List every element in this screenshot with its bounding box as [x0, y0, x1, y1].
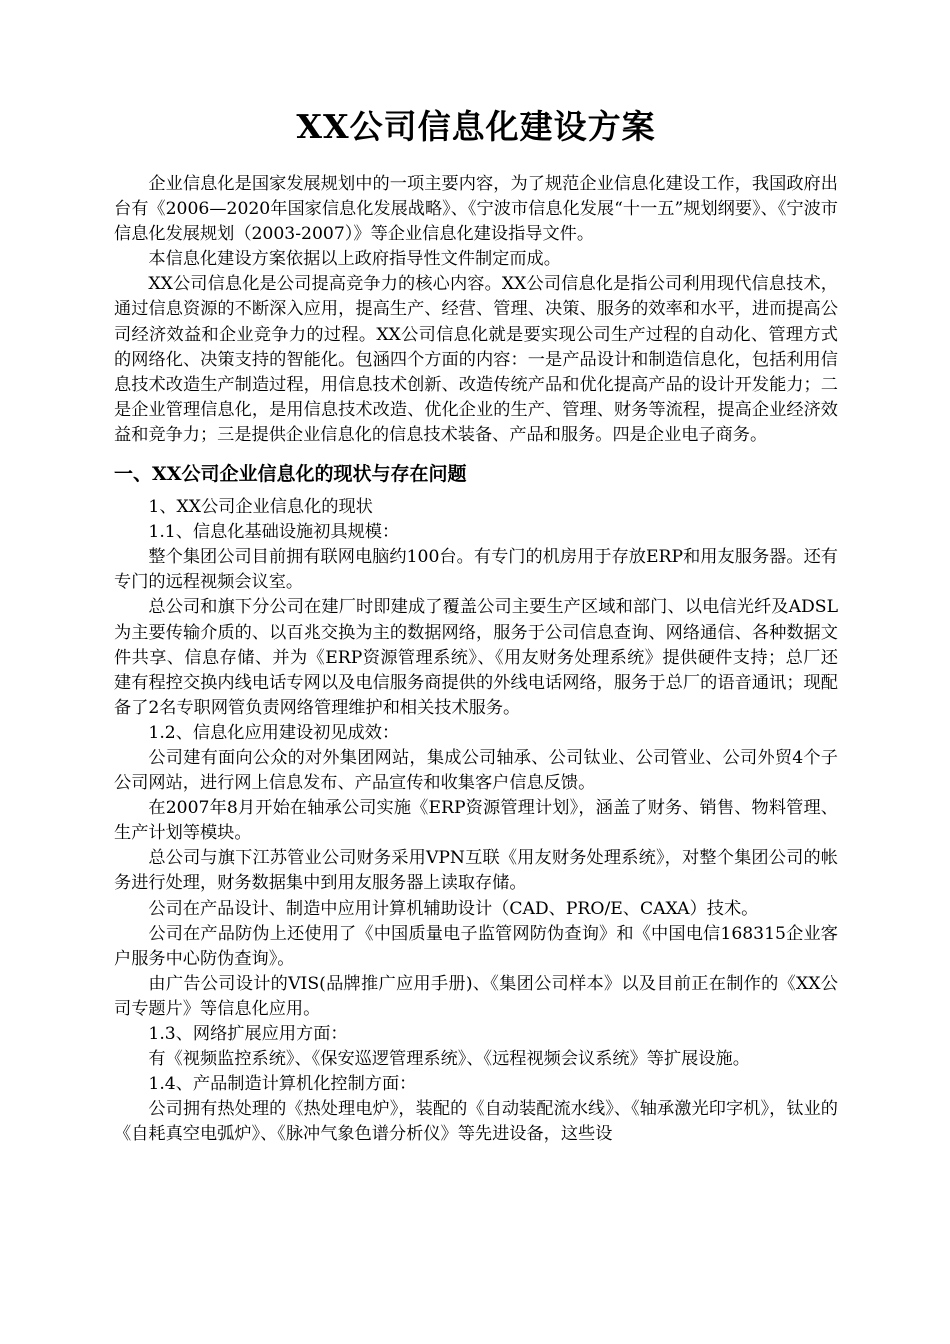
body-paragraph: 公司拥有热处理的《热处理电炉》，装配的《自动装配流水线》、《轴承激光印字机》，钛业的《自耗真空电弧炉》、《脉冲气象色谱分析仪》等先进设备，这些设 [114, 1099, 838, 1145]
body-paragraph: 有《视频监控系统》、《保安巡逻管理系统》、《远程视频会议系统》等扩展设施。 [148, 1049, 750, 1070]
body-paragraph: 公司建有面向公众的对外集团网站，集成公司轴承、公司钛业、公司管业、公司外贸4个子公司网站，进行网上信息发布、产品宣传和收集客户信息反馈。 [114, 747, 838, 794]
body-paragraph: 由广告公司设计的VIS(品牌推广应用手册)、《集团公司样本》以及目前正在制作的《XX公司专题片》等信息化应用。 [114, 973, 838, 1019]
body-paragraph: 总公司和旗下分公司在建厂时即建成了覆盖公司主要生产区域和部门、以电信光纤及ADSL为主要传输介质的、以百兆交换为主的数据网络，服务于公司信息查询、网络通信、各种数据文件共享、信息存储、并为《ERP资源管理系统》、《用友财务处理系统》提供硬件支持；总厂还建有程控交换内线电话专网以及电信服务商提供的外线电话网络，服务于总厂的语音通讯；现配备了2名专职网管负责网络管理维护和相关技术服务。 [114, 597, 838, 718]
subsection-title: 1.2、信息化应用建设初见成效： [148, 722, 400, 743]
body-paragraph: 在2007年8月开始在轴承公司实施《ERP资源管理计划》，涵盖了财务、销售、物料管理、生产计划等模块。 [114, 798, 838, 844]
body-paragraph: 整个集团公司目前拥有联网电脑约100台。有专门的机房用于存放ERP和用友服务器。还有专门的远程视频会议室。 [114, 547, 838, 593]
intro-paragraph: 企业信息化是国家发展规划中的一项主要内容，为了规范企业信息化建设工作，我国政府出台有《2006—2020年国家信息化发展战略》、《宁波市信息化发展“十一五”规划纲要》、《宁波市信息化发展规划（2003-2007）》等企业信息化建设指导文件。 [114, 174, 838, 245]
subsection-title: 1.4、产品制造计算机化控制方面： [148, 1074, 417, 1095]
section-heading: 一、XX公司企业信息化的现状与存在问题 [114, 463, 467, 486]
body-paragraph: 公司在产品设计、制造中应用计算机辅助设计（CAD、PRO/E、CAXA）技术。 [148, 898, 759, 919]
document-page [114, 98, 838, 1147]
document-title: XX公司信息化建设方案 [296, 107, 656, 146]
intro-paragraph: XX公司信息化是公司提高竞争力的核心内容。XX公司信息化是指公司利用现代信息技术，通过信息资源的不断深入应用，提高生产、经营、管理、决策、服务的效率和水平，进而提高公司经济效益和企业竞争力的过程。XX公司信息化就是要实现公司生产过程的自动化、管理方式的网络化、决策支持的智能化。包涵四个方面的内容：一是产品设计和制造信息化，包括利用信息技术改造生产制造过程，用信息技术创新、改造传统产品和优化提高产品的设计开发能力；二是企业管理信息化，是用信息技术改造、优化企业的生产、管理、财务等流程，提高企业经济效益和竞争力；三是提供企业信息化的信息技术装备、产品和服务。四是企业电子商务。 [114, 274, 838, 445]
subsection-title: 1、XX公司企业信息化的现状 [148, 497, 373, 518]
subsection-title: 1.3、网络扩展应用方面： [148, 1024, 348, 1044]
subsection-title: 1.1、信息化基础设施初具规模： [148, 522, 400, 543]
body-paragraph: 总公司与旗下江苏管业公司财务采用VPN互联《用友财务处理系统》，对整个集团公司的帐务进行处理，财务数据集中到用友服务器上读取存储。 [114, 848, 838, 894]
intro-paragraph: 本信息化建设方案依据以上政府指导性文件制定而成。 [148, 249, 561, 270]
body-paragraph: 公司在产品防伪上还使用了《中国质量电子监管网防伪查询》和《中国电信168315企业客户服务中心防伪查询》。 [114, 923, 838, 969]
